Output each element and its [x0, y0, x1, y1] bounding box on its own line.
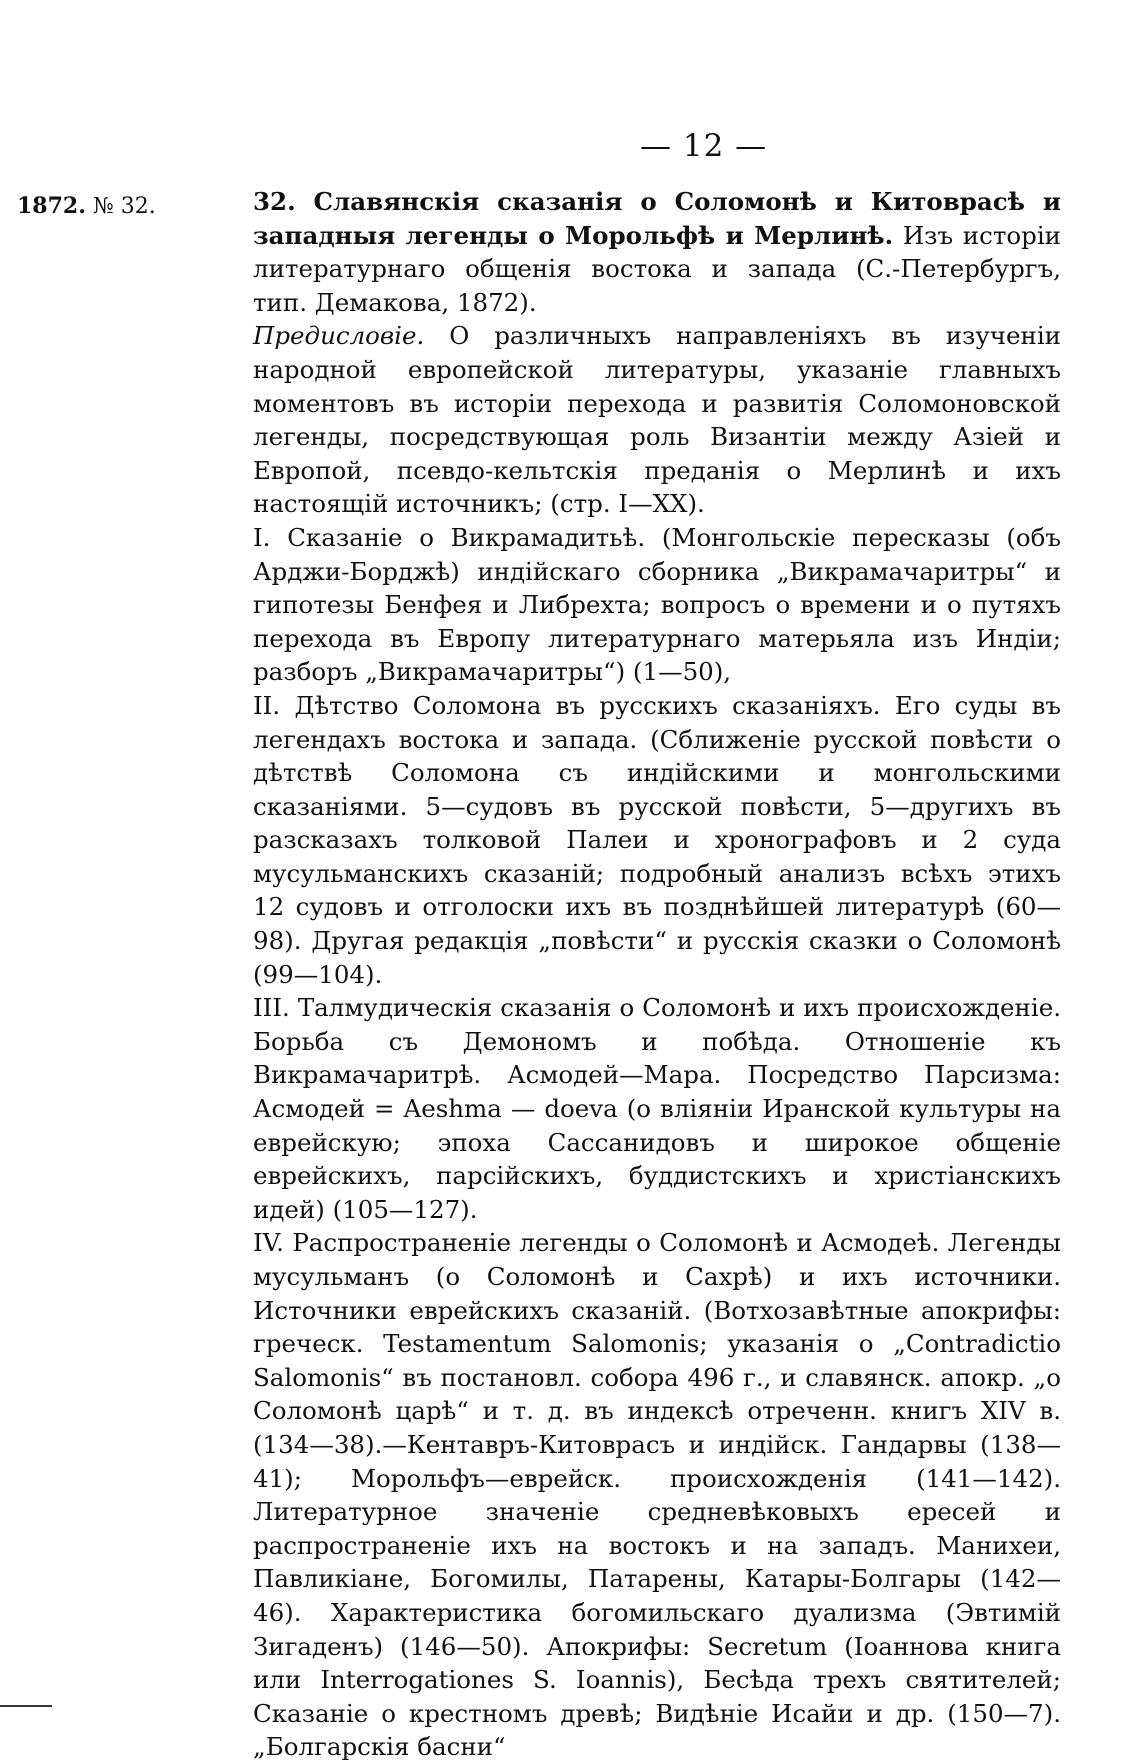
- section-numeral: I.: [253, 522, 271, 552]
- section-1: [253, 521, 1061, 689]
- page-number: — 12 —: [640, 128, 768, 164]
- section-3: [253, 991, 1061, 1226]
- footnote-rule: [0, 1705, 52, 1707]
- section-text: Сказаніе о Викрамадитьѣ. (Монгольскіе пересказы (объ Арджи-Борджѣ) индійскаго сборника „Викрамачаритры“ и гипотезы Бенфея и Либрехта; вопросъ о времени и о путяхъ перехода въ Европу литературнаго матерьяла изъ Индіи; разборъ „Викрамачаритры“) (1—50),: [253, 522, 1061, 687]
- margin-year: 1872.: [17, 193, 86, 219]
- section-numeral: III.: [253, 993, 290, 1023]
- entry-subtitle: Изъ исторіи литературнаго общенія востока и запада (С.-Петербургъ, тип. Демакова, 1872).: [253, 220, 1061, 317]
- entry-heading-paragraph: [253, 185, 1061, 319]
- section-numeral: II.: [253, 690, 281, 720]
- preface-paragraph: [253, 319, 1061, 521]
- preface-text: О различныхъ направленіяхъ въ изученіи народной европейской литературы, указаніе главныхъ моментовъ въ исторіи перехода и развитія Соломоновской легенды, посредствующая роль Византіи между Азіей и Европой, псевдо-кельтскія преданія о Мерлинѣ и ихъ настоящій источникъ; (стр. I—XX).: [253, 321, 1061, 519]
- margin-reference: [17, 193, 156, 219]
- section-text: Дѣтство Соломона въ русскихъ сказаніяхъ. Его суды въ легендахъ востока и запада. (Сближеніе русской повѣсти о дѣтствѣ Соломона съ индійскими и монгольскими сказаніями. 5—судовъ въ русской повѣсти, 5—другихъ въ разсказахъ толковой Палеи и хронографовъ и 2 суда мусульманскихъ сказаній; подробный анализъ всѣхъ этихъ 12 судовъ и отголоски ихъ въ позднѣйшей литературѣ (60—98). Другая редакція „повѣсти“ и русскія сказки о Соломонѣ (99—104).: [253, 690, 1061, 989]
- section-2: [253, 689, 1061, 991]
- section-numeral: IV.: [253, 1228, 284, 1258]
- preface-label: Предисловіе.: [253, 321, 425, 351]
- section-text: Распространеніе легенды о Соломонѣ и Асмодеѣ. Легенды мусульманъ (о Соломонѣ и Сахрѣ) и ихъ источники. Источники еврейскихъ сказаній. (Вотхозавѣтные апокрифы: греческ. Testamentum Salomonis; указанія о „Contradictio Salomonis“ въ постановл. собора 496 г., и славянск. апокр. „о Соломонѣ царѣ“ и т. д. въ индексѣ отреченн. книгъ XIV в. (134—38).—Кентавръ-Китоврасъ и индійск. Гандарвы (138—41); Морольфъ—еврейск. происхожденія (141—142). Литературное значеніе средневѣковыхъ ересей и распространеніе ихъ на востокъ и на западъ. Манихеи, Павликіане, Богомилы, Патарены, Катары-Болгары (142—46). Характеристика богомильскаго дуализма (Эвтимій Зигаденъ) (146—50). Апокрифы: Secretum (Іоаннова книга или Interrogationes S. Ioannis), Бесѣда трехъ святителей; Сказаніе о крестномъ древѣ; Видѣніе Исайи и др. (150—7). „Болгарскія басни“: [253, 1228, 1061, 1762]
- entry-heading: 32. Славянскія сказанія о Соломонѣ и Китоврасѣ и западныя легенды о Морольфѣ и Мерлинѣ.: [253, 187, 1061, 250]
- section-text: Талмудическія сказанія о Соломонѣ и ихъ происхожденіе. Борьба съ Демономъ и побѣда. Отношеніе къ Викрамачаритрѣ. Асмодей—Мара. Посредство Парсизма: Асмодей = Aeshma — doeva (о вліяніи Иранской культуры на еврейскую; эпоха Сассанидовъ и широкое общеніе еврейскихъ, парсійскихъ, буддистскихъ и христіанскихъ идей) (105—127).: [253, 993, 1061, 1224]
- entry-body: [253, 185, 1061, 1764]
- margin-entry-number: № 32.: [92, 194, 156, 219]
- section-4: [253, 1226, 1061, 1764]
